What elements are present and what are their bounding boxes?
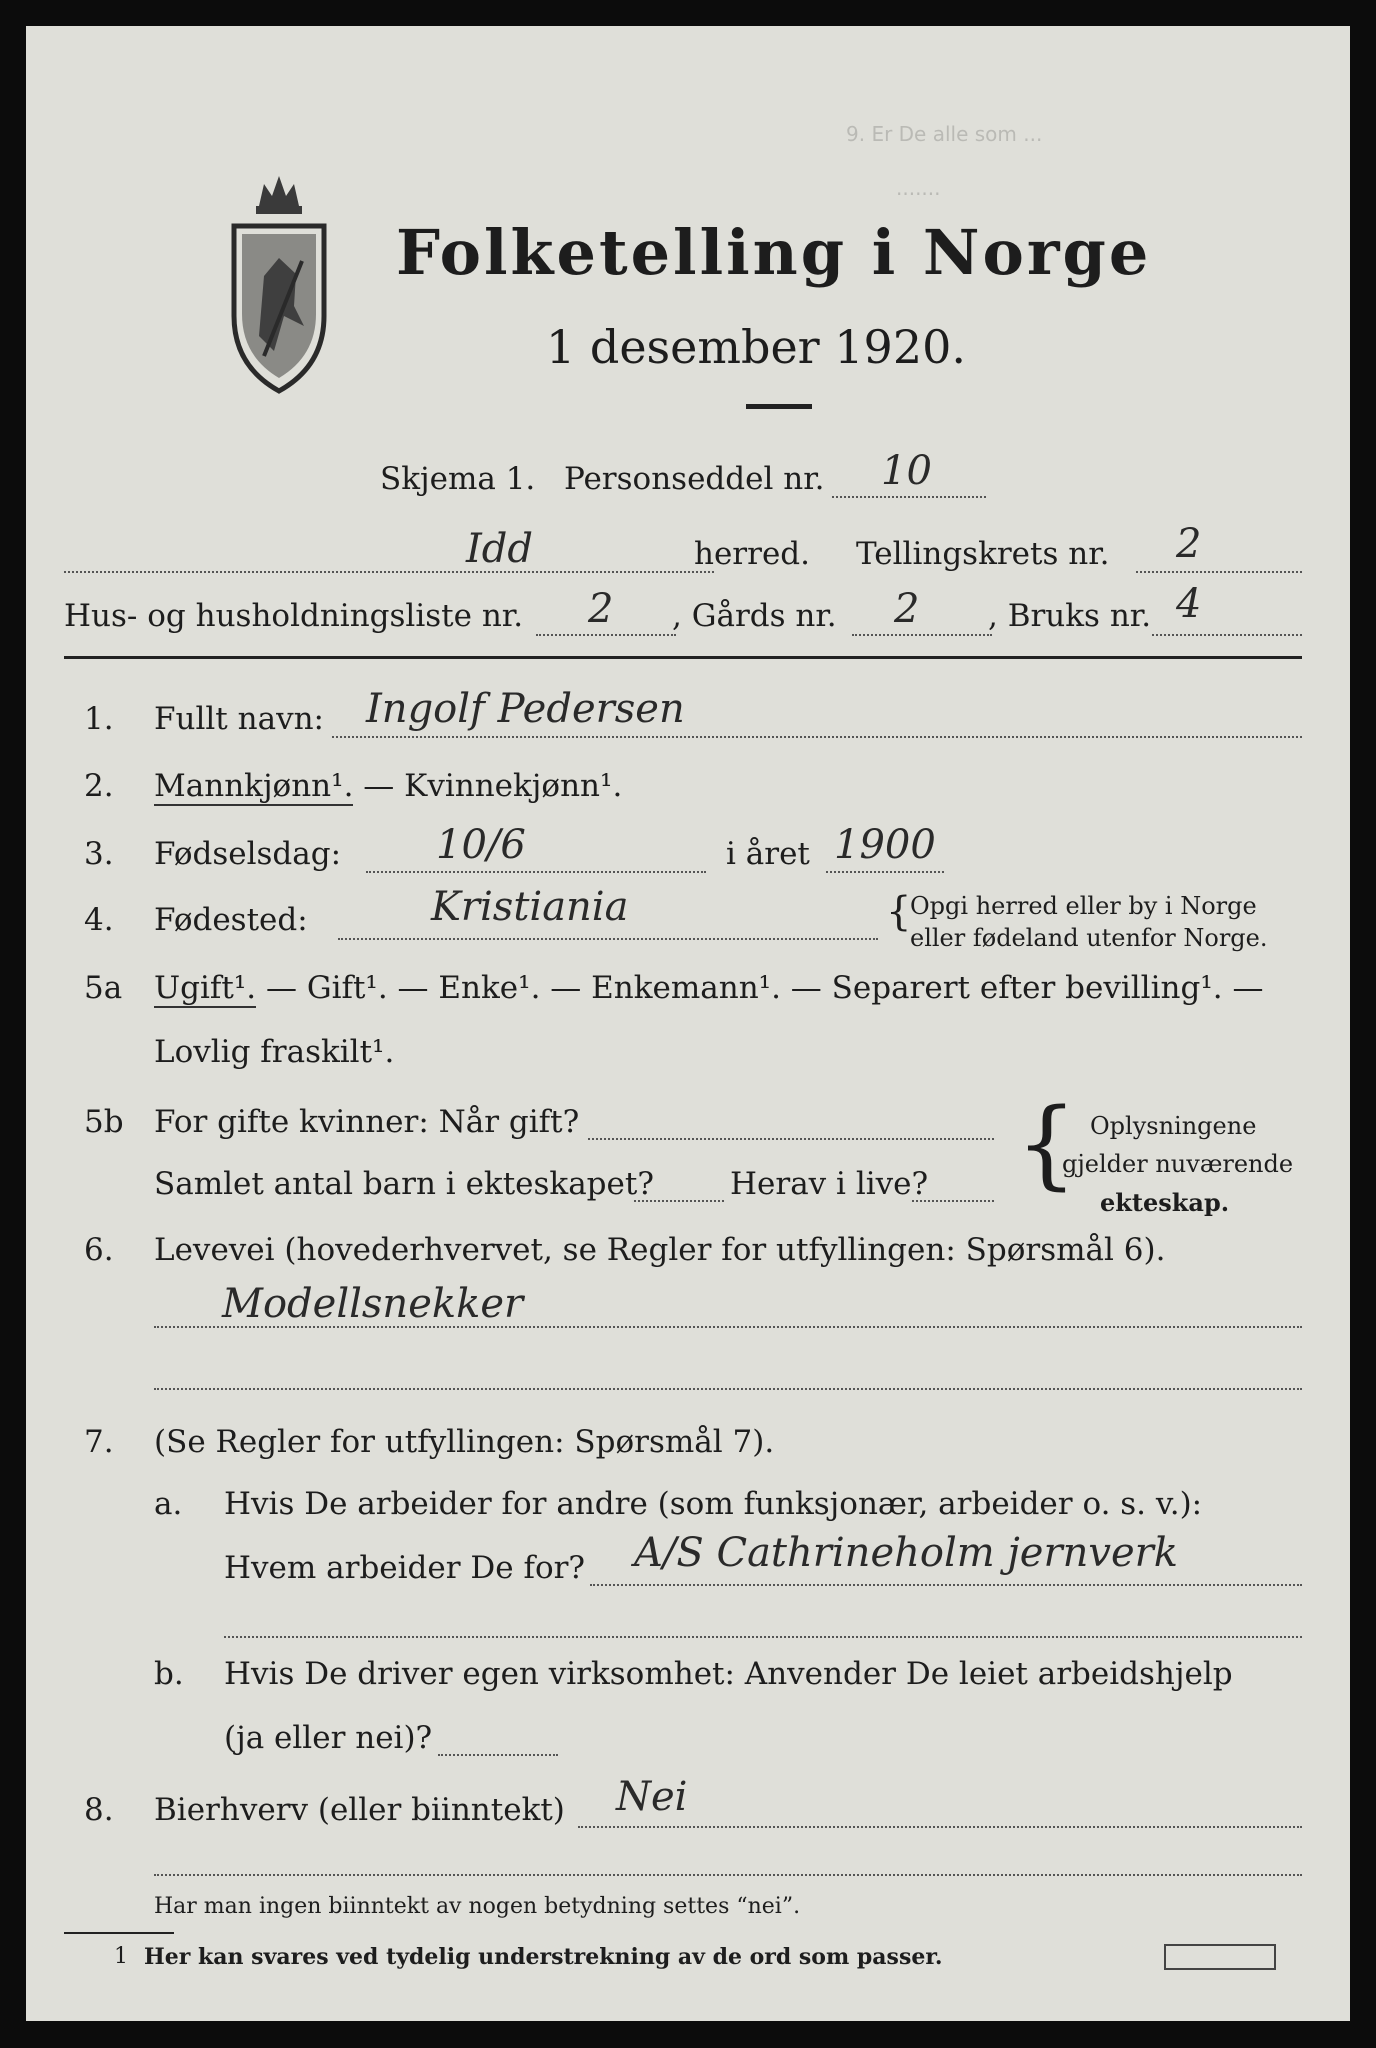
form-title: Folketelling i Norge [396, 216, 1152, 289]
hired-help-field[interactable] [438, 1754, 558, 1756]
q6-label: Levevei (hovederhvervet, se Regler for utfyllingen: Spørsmål 6). [154, 1232, 1166, 1268]
footnote-rule [64, 1932, 174, 1934]
norway-coat-of-arms-icon [224, 166, 334, 396]
q5b-label-married: For gifte kvinner: Når gift? [154, 1104, 580, 1140]
bruks-field[interactable]: 4 [1176, 581, 1202, 627]
full-name-field[interactable]: Ingolf Pedersen [366, 686, 685, 732]
q1-label: Fullt navn: [154, 701, 324, 737]
q8-number: 8. [84, 1792, 114, 1828]
q5b-note-line3: ekteskap. [1100, 1188, 1230, 1217]
footnote-mark: 1 [114, 1944, 128, 1969]
census-date: 1 desember 1920. [546, 320, 966, 374]
q5b-note-line2: gjelder nuværende [1062, 1150, 1294, 1178]
q7a-employer-label: Hvem arbeider De for? [224, 1550, 586, 1586]
q7b-letter: b. [154, 1656, 184, 1692]
census-form-page [26, 26, 1350, 2021]
children-alive-field[interactable] [912, 1200, 994, 1202]
bleed-through-text: ....... [896, 176, 941, 200]
husholdningsliste-label: Hus- og husholdningsliste nr. [64, 598, 524, 634]
tellingskrets-field[interactable]: 2 [1176, 521, 1202, 567]
q7b-label2: (ja eller nei)? [224, 1720, 433, 1756]
occupation-field[interactable]: Modellsnekker [222, 1281, 524, 1327]
q7a-letter: a. [154, 1486, 183, 1522]
q4-note-line1: Opgi herred eller by i Norge [910, 892, 1257, 920]
herred-label: herred. [694, 536, 810, 572]
personseddel-field[interactable]: 10 [881, 448, 932, 494]
bleed-through-text: 9. Er De alle som ... [846, 122, 1043, 146]
gender-female-option[interactable]: Kvinnekjønn¹. [404, 768, 623, 804]
q8-label: Bierhverv (eller biinntekt) [154, 1792, 565, 1828]
q5b-label-children: Samlet antal barn i ekteskapet? [154, 1166, 654, 1202]
q4-label: Fødested: [154, 902, 308, 938]
title-divider [746, 404, 812, 409]
tellingskrets-label: Tellingskrets nr. [856, 536, 1110, 572]
q5b-number: 5b [84, 1104, 124, 1140]
birth-year-field[interactable]: 1900 [834, 822, 936, 868]
q6-number: 6. [84, 1232, 114, 1268]
q2-separator: — [353, 768, 405, 804]
husholdningsliste-field[interactable]: 2 [588, 586, 614, 632]
marital-ugift-option[interactable]: Ugift¹. [154, 970, 257, 1006]
birthplace-field[interactable]: Kristiania [431, 884, 629, 930]
printer-stamp [1164, 1944, 1276, 1970]
q4-note-line2: eller fødeland utenfor Norge. [910, 924, 1268, 952]
q3-number: 3. [84, 836, 114, 872]
note-nei: Har man ingen biinntekt av nogen betydning settes “nei”. [154, 1894, 801, 1919]
q7-number: 7. [84, 1424, 114, 1460]
q4-number: 4. [84, 902, 114, 938]
q3-year-label: i året [726, 836, 810, 872]
gards-field[interactable]: 2 [894, 586, 920, 632]
q3-label: Fødselsdag: [154, 836, 342, 872]
children-count-field[interactable] [634, 1200, 724, 1202]
header-rule [64, 656, 1302, 659]
q1-number: 1. [84, 701, 114, 737]
married-date-field[interactable] [588, 1138, 994, 1140]
marital-fraskilt-option[interactable]: Lovlig fraskilt¹. [154, 1034, 395, 1070]
gender-male-option[interactable]: Mannkjønn¹. [154, 768, 354, 804]
employer-field[interactable]: A/S Cathrineholm jernverk [634, 1530, 1178, 1576]
q5a-number: 5a [84, 970, 123, 1006]
q7a-label: Hvis De arbeider for andre (som funksjonær, arbeider o. s. v.): [224, 1486, 1203, 1522]
bruks-label: , Bruks nr. [988, 598, 1152, 634]
footnote-text: Her kan svares ved tydelig understrekning av de ord som passer. [144, 1944, 943, 1970]
gards-label: , Gårds nr. [672, 598, 837, 634]
skjema-label: Skjema 1. [380, 461, 536, 497]
q4-brace: { [886, 889, 912, 935]
q7-label: (Se Regler for utfyllingen: Spørsmål 7). [154, 1424, 775, 1460]
q7b-label: Hvis De driver egen virksomhet: Anvender De leiet arbeidshjelp [224, 1656, 1233, 1692]
q5b-brace: { [1016, 1088, 1078, 1200]
personseddel-label: Personseddel nr. [564, 461, 825, 497]
q5b-note-line1: Oplysningene [1090, 1112, 1257, 1140]
birthday-field[interactable]: 10/6 [436, 822, 526, 868]
herred-field[interactable]: Idd [466, 526, 534, 572]
q5b-label-alive: Herav i live? [730, 1166, 929, 1202]
marital-other-options[interactable]: — Gift¹. — Enke¹. — Enkemann¹. — Separert efter bevilling¹. — [256, 970, 1264, 1006]
side-income-field[interactable]: Nei [616, 1774, 688, 1820]
q2-number: 2. [84, 768, 114, 804]
